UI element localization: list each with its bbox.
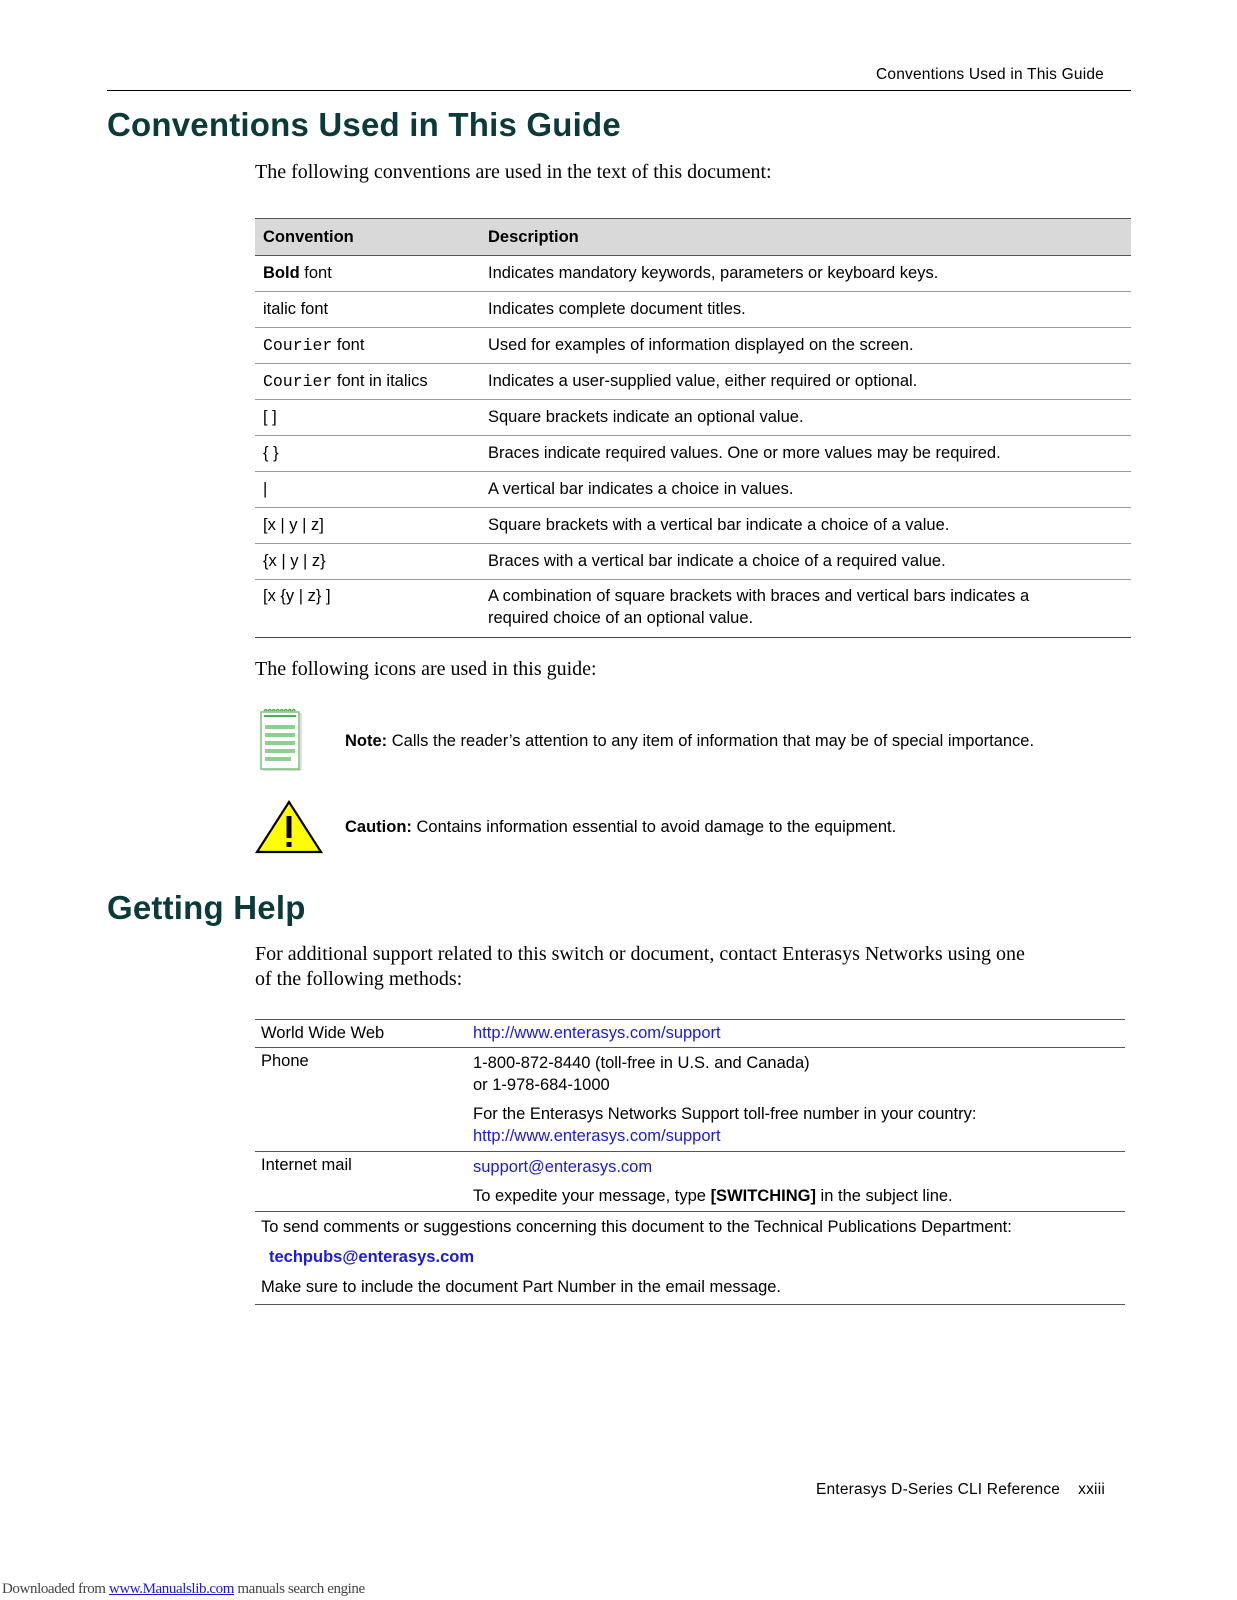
description-cell: Used for examples of information displayed on the screen. — [480, 328, 1131, 364]
table-row — [255, 256, 1131, 292]
description-cell: Square brackets with a vertical bar indicate a choice of a value. — [480, 508, 1131, 544]
help-row-comments — [255, 1212, 1125, 1305]
convention-cell: | — [255, 472, 480, 508]
description-cell: Indicates a user-supplied value, either required or optional. — [480, 364, 1131, 400]
conventions-intro: The following conventions are used in the text of this document: — [255, 161, 772, 183]
web-cell — [467, 1020, 1125, 1048]
table-row — [255, 580, 1131, 638]
note-icon — [255, 708, 345, 774]
mail-cell — [467, 1152, 1125, 1212]
help-row-phone — [255, 1048, 1125, 1152]
caution-row — [255, 798, 896, 856]
caution-text — [345, 818, 896, 837]
description-cell: A vertical bar indicates a choice in values. — [480, 472, 1131, 508]
caution-label: Caution: — [345, 817, 412, 836]
description-cell: Braces with a vertical bar indicate a choice of a required value. — [480, 544, 1131, 580]
convention-cell: [ ] — [255, 400, 480, 436]
convention-cell — [255, 256, 480, 292]
comments-cell — [255, 1212, 1125, 1305]
conventions-heading: Conventions Used in This Guide — [107, 106, 621, 143]
footer-doc-title: Enterasys D-Series CLI Reference — [815, 1481, 1061, 1498]
caution-icon — [255, 799, 345, 855]
description-cell: Indicates complete document titles. — [480, 292, 1131, 328]
convention-cell — [255, 292, 480, 328]
table-row — [255, 436, 1131, 472]
description-cell: Braces indicate required values. One or more values may be required. — [480, 436, 1131, 472]
convention-bold: Bold — [263, 264, 300, 282]
column-header-description: Description — [480, 219, 1131, 256]
convention-suffix: font — [299, 264, 332, 282]
manualslib-link[interactable]: www.Manualslib.com — [108, 1581, 235, 1597]
convention-cell: { } — [255, 436, 480, 472]
help-row-web — [255, 1020, 1125, 1048]
convention-courier: Courier — [263, 372, 333, 391]
web-label: World Wide Web — [255, 1020, 467, 1048]
download-prefix: Downloaded from — [2, 1581, 109, 1597]
table-row — [255, 544, 1131, 580]
table-row — [255, 364, 1131, 400]
convention-italic: italic font — [263, 300, 329, 318]
part-number-note: Make sure to include the document Part Number in the email message. — [261, 1278, 782, 1296]
phone-label: Phone — [255, 1048, 467, 1152]
phone-cell — [467, 1048, 1125, 1152]
description-line: A combination of square brackets with braces and vertical bars indicates a — [488, 587, 1030, 605]
convention-cell — [255, 364, 480, 400]
download-suffix: manuals search engine — [234, 1581, 365, 1597]
phone-support-link[interactable]: http://www.enterasys.com/support — [473, 1127, 721, 1145]
running-header: Conventions Used in This Guide — [875, 66, 1104, 83]
expedite-text-end: in the subject line. — [815, 1187, 953, 1205]
description-line: required choice of an optional value. — [488, 609, 754, 627]
support-email-link[interactable]: support@enterasys.com — [473, 1158, 653, 1176]
description-cell: Square brackets indicate an optional value. — [480, 400, 1131, 436]
note-label: Note: — [345, 731, 388, 750]
page-footer — [816, 1481, 1105, 1499]
help-intro-line: of the following methods: — [255, 968, 463, 990]
web-link[interactable]: http://www.enterasys.com/support — [473, 1024, 721, 1042]
techpubs-email-link[interactable]: techpubs@enterasys.com — [269, 1248, 474, 1266]
help-row-mail — [255, 1152, 1125, 1212]
mail-label: Internet mail — [255, 1152, 467, 1212]
expedite-text: To expedite your message, type — [473, 1187, 711, 1205]
note-description: Calls the reader’s attention to any item of information that may be of special importance. — [387, 731, 1035, 750]
convention-cell — [255, 328, 480, 364]
icons-intro: The following icons are used in this guide: — [255, 658, 597, 680]
description-cell — [480, 580, 1131, 638]
getting-help-heading: Getting Help — [107, 889, 306, 926]
convention-cell: {x | y | z} — [255, 544, 480, 580]
table-row — [255, 400, 1131, 436]
phone-number-alt: or 1-978-684-1000 — [473, 1076, 610, 1094]
table-row — [255, 472, 1131, 508]
table-row — [255, 508, 1131, 544]
table-row — [255, 292, 1131, 328]
column-header-convention: Convention — [255, 219, 480, 256]
help-table — [255, 1019, 1125, 1305]
phone-country-text: For the Enterasys Networks Support toll-free number in your country: — [473, 1105, 977, 1123]
caution-description: Contains information essential to avoid damage to the equipment. — [411, 817, 897, 836]
phone-country-note — [473, 1103, 1119, 1147]
table-row — [255, 328, 1131, 364]
comments-text: To send comments or suggestions concerning this document to the Technical Publications Department: — [261, 1218, 1012, 1236]
expedite-keyword: [SWITCHING] — [710, 1187, 816, 1205]
expedite-note — [473, 1185, 1119, 1207]
convention-courier: Courier — [263, 336, 333, 355]
conventions-table — [255, 218, 1131, 638]
help-intro-line: For additional support related to this switch or document, contact Enterasys Networks using one — [255, 943, 1025, 965]
convention-cell: [x {y | z} ] — [255, 580, 480, 638]
header-rule — [107, 90, 1131, 91]
download-banner — [2, 1581, 365, 1598]
techpubs-line — [261, 1246, 1119, 1268]
phone-number: 1-800-872-8440 (toll-free in U.S. and Canada) — [473, 1054, 810, 1072]
convention-suffix: font in italics — [332, 372, 428, 390]
convention-cell: [x | y | z] — [255, 508, 480, 544]
note-text — [345, 732, 1034, 751]
note-row — [255, 708, 1034, 774]
table-header-row — [255, 219, 1131, 256]
convention-suffix: font — [332, 336, 365, 354]
help-intro — [255, 942, 1025, 992]
footer-page-number: xxiii — [1078, 1481, 1105, 1498]
description-cell: Indicates mandatory keywords, parameters or keyboard keys. — [480, 256, 1131, 292]
